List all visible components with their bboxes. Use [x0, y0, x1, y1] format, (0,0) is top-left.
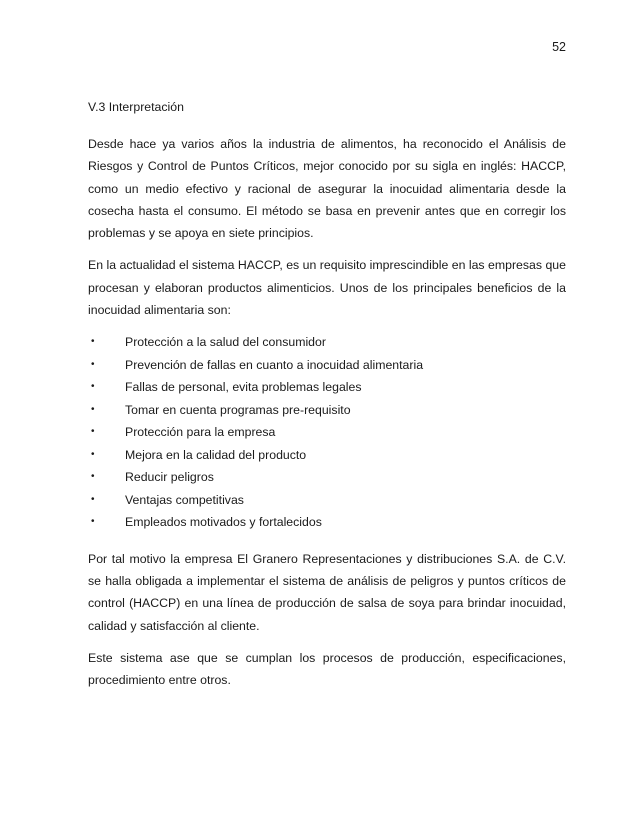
list-item — [88, 444, 566, 467]
bullet-icon: • — [91, 381, 95, 393]
list-item — [88, 511, 566, 534]
bullet-icon: • — [91, 493, 95, 505]
list-item-text: Tomar en cuenta programas pre-requisito — [125, 402, 351, 417]
list-item — [88, 399, 566, 422]
bullet-icon: • — [91, 426, 95, 438]
paragraph-system-purpose: Este sistema ase que se cumplan los procesos de producción, especificaciones, procedimiento entre otros. — [88, 651, 566, 688]
list-item-text: Ventajas competitivas — [125, 492, 244, 507]
bullet-icon: • — [91, 336, 95, 348]
paragraph-company-obligation: Por tal motivo la empresa El Granero Representaciones y distribuciones S.A. de C.V. se halla obligada a implementar el sistema de análisis de peligros y puntos críticos de control (HACCP) en una línea de producción de salsa de soya para brindar inocuidad, calidad y satisfacción al cliente. — [88, 551, 566, 633]
list-item — [88, 466, 566, 489]
paragraph-haccp-requirement: En la actualidad el sistema HACCP, es un requisito imprescindible en las empresas que procesan y elaboran productos alimenticios. Unos de los principales beneficios de la inocuidad alimentaria son: — [88, 258, 566, 318]
list-item-text: Reducir peligros — [125, 470, 214, 485]
list-item — [88, 354, 566, 377]
bullet-icon: • — [91, 403, 95, 415]
list-item-text: Mejora en la calidad del producto — [125, 447, 307, 462]
list-item — [88, 331, 566, 354]
document-body — [88, 98, 566, 702]
list-item-text: Fallas de personal, evita problemas legales — [125, 380, 362, 395]
list-item — [88, 376, 566, 399]
list-item-text: Protección a la salud del consumidor — [125, 335, 326, 350]
bullet-icon: • — [91, 471, 95, 483]
section-heading: V.3 Interpretación — [88, 100, 184, 114]
list-item-text: Protección para la empresa — [125, 425, 276, 440]
list-item-text: Prevención de fallas en cuanto a inocuidad alimentaria — [125, 357, 424, 372]
list-item-text: Empleados motivados y fortalecidos — [125, 515, 322, 530]
list-item — [88, 421, 566, 444]
page-number: 52 — [552, 40, 566, 54]
bullet-icon: • — [91, 358, 95, 370]
paragraph-intro: Desde hace ya varios años la industria de alimentos, ha reconocido el Análisis de Riesgos y Control de Puntos Críticos, mejor conocido por su sigla en inglés: HACCP, como un medio efectivo y racional de asegurar la inocuidad alimentaria desde la cosecha hasta el consumo. El método se basa en prevenir antes que en corregir los problemas y se apoya en siete principios. — [88, 137, 566, 241]
benefits-list — [88, 331, 566, 534]
list-item — [88, 489, 566, 512]
bullet-icon: • — [91, 516, 95, 528]
bullet-icon: • — [91, 448, 95, 460]
